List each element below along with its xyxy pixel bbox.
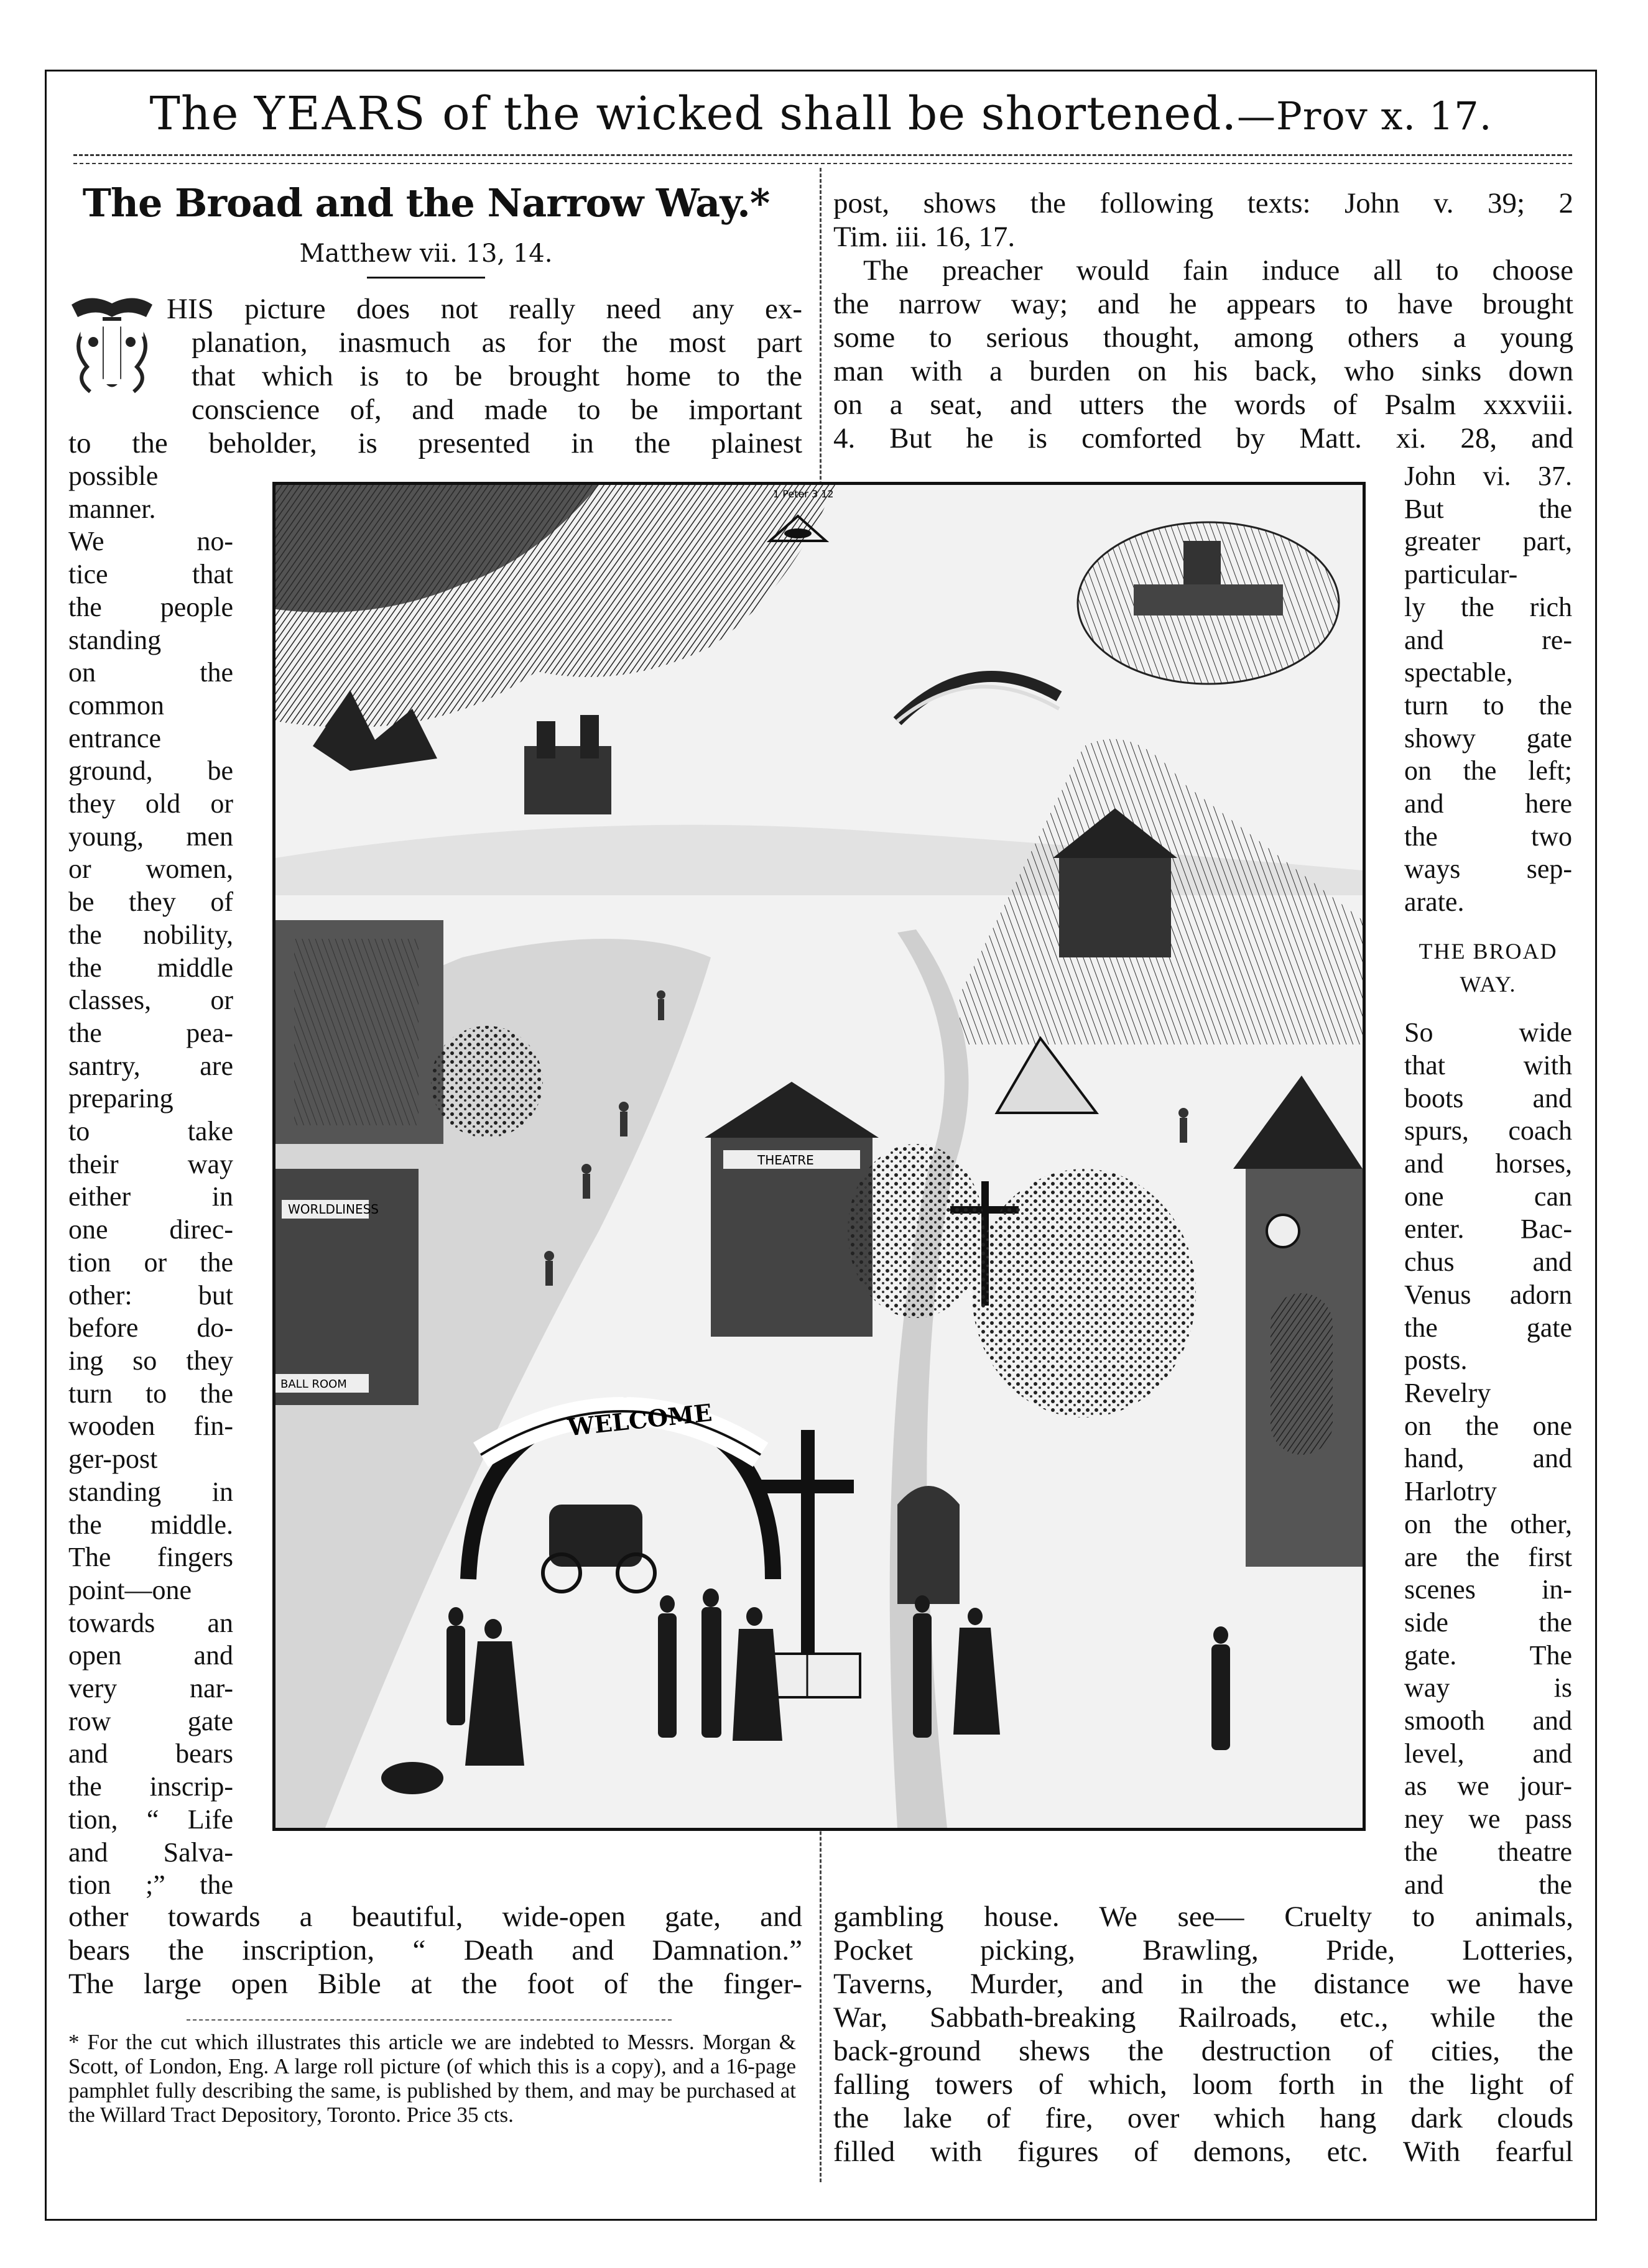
narrow-column-line: smooth and [1404, 1705, 1572, 1736]
page-header [50, 87, 1592, 141]
narrow-column-line: standing [68, 624, 162, 655]
narrow-column-line: their way [68, 1148, 233, 1179]
intro-line: that which is to be brought home to the [192, 360, 802, 392]
narrow-column-line: and bears [68, 1738, 233, 1769]
narrow-column-line: ly the rich [1404, 591, 1572, 622]
narrow-column-line: turn to the [1404, 689, 1572, 721]
narrow-column-line: and the [1404, 1869, 1572, 1900]
engraving-drawing [275, 485, 1363, 1828]
title-rule [367, 277, 485, 279]
narrow-column-line: that with [1404, 1049, 1572, 1081]
narrow-column-line: ground, be [68, 755, 233, 786]
narrow-column-line: tice that [68, 559, 233, 590]
left-bottom-text [68, 1900, 802, 2001]
header-prefix: The [149, 87, 254, 141]
narrow-column-line: tion or the [68, 1247, 233, 1278]
narrow-column-line: classes, or [68, 985, 233, 1016]
trees [972, 1169, 1196, 1418]
narrow-column-line: on the other, [1404, 1508, 1572, 1539]
right-top-line: the narrow way; and he appears to have brought [833, 288, 1573, 320]
narrow-column-line: side the [1404, 1606, 1572, 1638]
narrow-column-line: But the [1404, 493, 1572, 524]
sign-text: THEATRE [757, 1153, 814, 1168]
narrow-column-line: So wide [1404, 1017, 1572, 1048]
right-bottom-line: gambling house. We see— Cruelty to animals, [833, 1901, 1573, 1933]
narrow-column-line: manner. [68, 493, 156, 524]
engraving-illustration [272, 482, 1366, 1831]
header-caps: YEARS [254, 87, 427, 141]
narrow-column-line: santry, are [68, 1050, 233, 1081]
right-bottom-line: the lake of fire, over which hang dark clouds [833, 2102, 1573, 2134]
narrow-column-line: row gate [68, 1705, 233, 1736]
narrow-column-line: level, and [1404, 1738, 1572, 1769]
narrow-column-line: as we jour- [1404, 1771, 1572, 1802]
footnote-rule [187, 2019, 672, 2021]
right-bottom-line: falling towers of which, loom forth in the light of [833, 2068, 1573, 2101]
narrow-column-line: posts. [1404, 1345, 1468, 1376]
narrow-column-line: tion ;” the [68, 1869, 233, 1901]
narrow-column-line: and re- [1404, 624, 1572, 655]
narrow-gate [897, 1486, 960, 1604]
narrow-column-line: one direc- [68, 1214, 233, 1245]
narrow-column-line: tion, “ Life [68, 1804, 233, 1835]
narrow-column-line: very nar- [68, 1673, 233, 1704]
right-narrow-column [1404, 460, 1572, 1901]
narrow-column-line: on the [68, 657, 233, 688]
footnote: * For the cut which illustrates this article we are indebted to Messrs. Morgan & Scott, of London, Eng. A large roll picture (of which this is a copy), and a 16-page pamphlet fully describing the same, is published by them, and may be purchased at the Willard Tract Depository, Toronto. Price 35 cts. [68, 2030, 796, 2127]
sign-text: BALL ROOM [280, 1378, 347, 1391]
narrow-column-line: they old or [68, 788, 233, 819]
left-bottom-line: other towards a beautiful, wide-open gate, and [68, 1901, 802, 1933]
narrow-column-line: WAY. [1460, 971, 1517, 997]
narrow-column-line: on the one [1404, 1410, 1572, 1441]
narrow-column-line: turn to the [68, 1378, 233, 1409]
narrow-column-line [1404, 919, 1572, 935]
left-narrow-column [68, 460, 233, 1902]
right-top-line: The preacher would fain induce all to choose [863, 254, 1573, 287]
right-top-line: on a seat, and utters the words of Psalm xxxviii. [833, 389, 1573, 421]
narrow-column-line: the two [1404, 821, 1572, 852]
narrow-column-line: ger-post [68, 1444, 158, 1475]
intro-line: HIS picture does not really need any ex- [167, 293, 802, 325]
narrow-column-line: to take [68, 1116, 233, 1147]
header-rule [73, 154, 1572, 156]
narrow-column-line: the middle. [68, 1509, 233, 1540]
narrow-column-line: the middle [68, 952, 233, 983]
narrow-column-line: gate. The [1404, 1639, 1572, 1671]
narrow-column-line: Revelry [1404, 1377, 1491, 1408]
header-reference: —Prov x. 17. [1237, 93, 1493, 139]
narrow-column-line: are the first [1404, 1541, 1572, 1572]
header-middle: of the wicked shall be shortened. [427, 87, 1238, 141]
narrow-column-line: boots and [1404, 1082, 1572, 1113]
clock-icon [1267, 1215, 1299, 1247]
right-bottom-line: Taverns, Murder, and in the distance we have [833, 1968, 1573, 2000]
narrow-column-line: way is [1404, 1672, 1572, 1703]
article-title: The Broad and the Narrow Way.* [82, 180, 770, 226]
narrow-column-line: entrance [68, 722, 161, 754]
narrow-column-line: the theatre [1404, 1836, 1572, 1867]
narrow-column-line: other: but [68, 1279, 233, 1311]
article-subtitle: Matthew vii. 13, 14. [299, 239, 553, 268]
narrow-column-line: hand, and [1404, 1443, 1572, 1474]
drop-cap-letter: T [79, 303, 145, 405]
narrow-column-line: before do- [68, 1312, 233, 1344]
narrow-column-line: possible [68, 461, 159, 491]
welcome-banner-text: WELCOME [566, 1398, 713, 1442]
right-bottom-line: Pocket picking, Brawling, Pride, Lotteries, [833, 1934, 1573, 1966]
narrow-column-line: enter. Bac- [1404, 1214, 1572, 1245]
narrow-column-line: ways sep- [1404, 854, 1572, 885]
right-bottom-line: filled with figures of demons, etc. With fearful [833, 2136, 1573, 2168]
narrow-column-line: open and [68, 1640, 233, 1671]
right-bottom-text [833, 1900, 1573, 2169]
narrow-column-line: common [68, 689, 164, 721]
church [1059, 858, 1171, 957]
narrow-column-line: THE BROAD [1419, 938, 1558, 964]
narrow-column-line: preparing [68, 1083, 174, 1114]
narrow-column-line: showy gate [1404, 722, 1572, 754]
left-bottom-line: bears the inscription, “ Death and Damnation.” [68, 1934, 802, 1966]
narrow-column-line: point—one [68, 1574, 192, 1605]
right-bottom-line: War, Sabbath-breaking Railroads, etc., while the [833, 2001, 1573, 2034]
intro-full-line: to the beholder, is presented in the plainest [68, 427, 802, 459]
narrow-column-line: arate. [1404, 887, 1465, 918]
intro-line: conscience of, and made to be important [192, 394, 802, 426]
right-bottom-line: back-ground shews the destruction of cities, the [833, 2035, 1573, 2067]
narrow-column-line [1404, 1000, 1572, 1016]
left-bottom-line: The large open Bible at the foot of the finger- [68, 1968, 802, 2000]
narrow-column-line: the people [68, 591, 233, 622]
narrow-column-line: on the left; [1404, 755, 1572, 786]
narrow-column-line: towards an [68, 1607, 233, 1638]
narrow-column-line: and horses, [1404, 1148, 1572, 1179]
sign-text: 1 Peter 3 12 [773, 488, 834, 500]
intro-indented [167, 292, 802, 426]
sign-text: WORLDLINESS [288, 1202, 379, 1217]
right-top-line: Tim. iii. 16, 17. [833, 221, 1016, 253]
narrow-column-line: ing so they [68, 1345, 233, 1376]
narrow-column-line: one can [1404, 1181, 1572, 1212]
narrow-column-line: the gate [1404, 1312, 1572, 1343]
narrow-column-line: be they of [68, 887, 233, 918]
narrow-column-line: spurs, coach [1404, 1115, 1572, 1146]
narrow-column-line: the inscrip- [68, 1771, 233, 1802]
narrow-column-line: ney we pass [1404, 1804, 1572, 1835]
narrow-column-line: the nobility, [68, 919, 233, 950]
narrow-column-line: or women, [68, 854, 233, 885]
intro-line: planation, inasmuch as for the most part [192, 326, 802, 359]
narrow-column-line: Harlotry [1404, 1476, 1498, 1507]
narrow-column-line: We no- [68, 526, 233, 557]
right-top-line: man with a burden on his back, who sinks down [833, 355, 1573, 387]
narrow-column-line: either in [68, 1181, 233, 1212]
header-rule-2 [73, 163, 1572, 164]
narrow-column-line: scenes in- [1404, 1574, 1572, 1605]
narrow-column-line: spectable, [1404, 657, 1513, 688]
right-top-text [833, 187, 1573, 455]
narrow-column-line: chus and [1404, 1247, 1572, 1278]
narrow-column-line: John vi. 37. [1404, 461, 1572, 491]
right-top-line: some to serious thought, among others a young [833, 321, 1573, 354]
narrow-column-line: particular- [1404, 559, 1518, 590]
right-top-line: post, shows the following texts: John v. 39; 2 [833, 187, 1573, 219]
narrow-column-line: Venus adorn [1404, 1279, 1572, 1310]
narrow-column-line: young, men [68, 821, 233, 852]
finger-post [801, 1430, 815, 1691]
narrow-column-line: and here [1404, 788, 1572, 819]
narrow-column-line: wooden fin- [68, 1411, 233, 1442]
narrow-column-line: and Salva- [68, 1837, 233, 1868]
right-top-line: 4. But he is comforted by Matt. xi. 28, and [833, 422, 1573, 454]
narrow-column-line: the pea- [68, 1017, 233, 1048]
narrow-column-line: standing in [68, 1476, 233, 1507]
narrow-column-line: greater part, [1404, 526, 1572, 557]
narrow-column-line: The fingers [68, 1542, 233, 1573]
